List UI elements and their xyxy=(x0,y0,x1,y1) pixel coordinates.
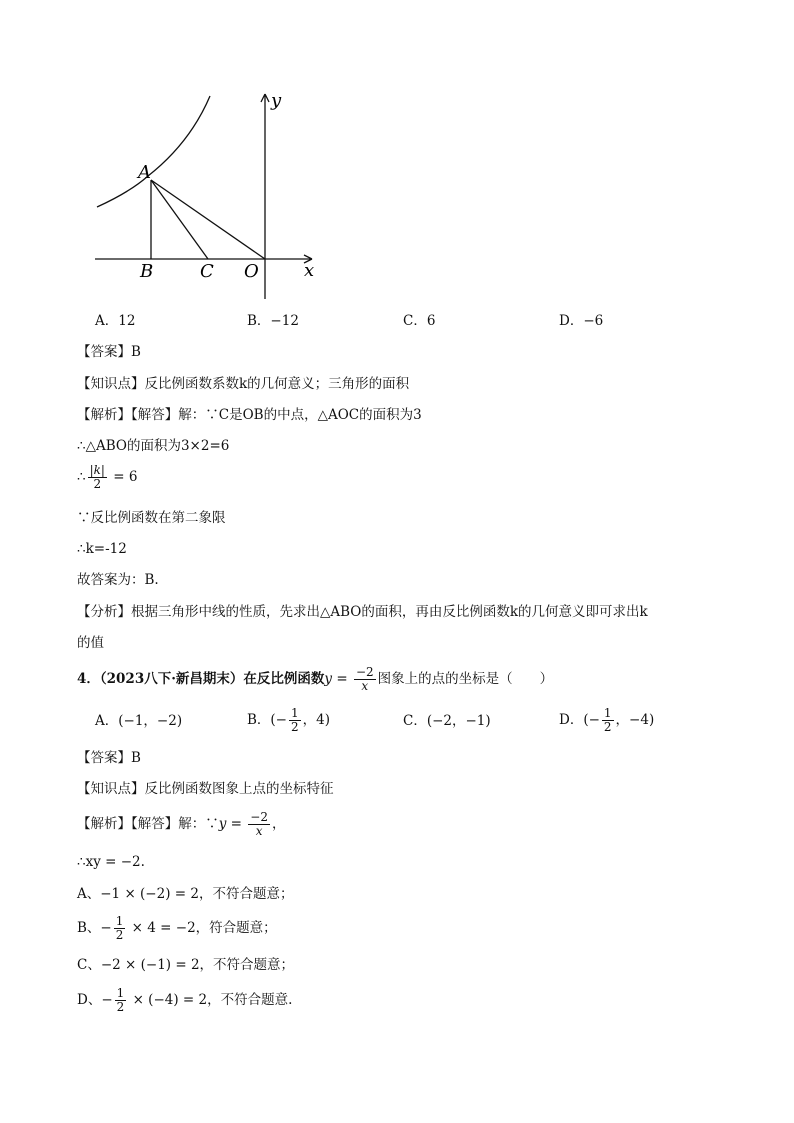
half-fraction xyxy=(602,707,614,734)
q4-option-b xyxy=(247,704,330,736)
q4-option-b-pre: B．(− xyxy=(247,712,287,728)
q3-answer: 【答案】B xyxy=(77,344,141,360)
q4-answer: 【答案】B xyxy=(77,750,141,766)
q3-option-b: B．−12 xyxy=(247,313,299,329)
half-fraction xyxy=(114,915,126,942)
q4-check-b-pre: B、− xyxy=(77,920,112,936)
q4-option-d xyxy=(559,704,654,736)
q4-analysis-y: y = xyxy=(218,816,247,832)
frac-numerator: 1 xyxy=(291,706,299,720)
hyperbola-figure xyxy=(90,88,330,308)
frac-numerator: −2 xyxy=(250,810,268,824)
q4-analysis-fraction xyxy=(248,811,270,838)
q3-analysis-line4: ∵反比例函数在第二象限 xyxy=(77,510,226,526)
hyperbola-curve xyxy=(97,96,210,207)
frac-denominator: 2 xyxy=(603,720,612,734)
q3-fenxi-line1: 【分析】根据三角形中线的性质，先求出△ABO的面积，再由反比例函数k的几何意义即可求出k xyxy=(77,604,648,620)
frac-denominator: 2 xyxy=(116,1000,125,1014)
frac-denominator: x xyxy=(255,824,263,838)
frac-denominator: x xyxy=(361,679,369,693)
q4-option-b-post: ，4) xyxy=(302,712,330,728)
q4-xy-line: ∴xy = −2. xyxy=(77,854,145,870)
label-c: C xyxy=(200,261,214,282)
q4-stem-y: y = xyxy=(324,671,352,687)
q3-knowledge: 【知识点】反比例函数系数k的几何意义；三角形的面积 xyxy=(77,376,410,392)
equals-six: = 6 xyxy=(108,469,138,485)
q4-check-d xyxy=(77,984,292,1016)
q3-analysis-line2: ∴△ABO的面积为3×2=6 xyxy=(77,438,230,454)
frac-numerator: |k| xyxy=(89,463,105,477)
q4-analysis-pre: 【解析】【解答】解：∵ xyxy=(77,816,219,832)
therefore-symbol: ∴ xyxy=(77,469,86,485)
q4-analysis xyxy=(77,808,285,840)
q4-stem xyxy=(77,664,553,694)
q4-option-d-post: ，−4) xyxy=(615,712,655,728)
q4-stem-fraction xyxy=(354,666,376,693)
half-fraction xyxy=(115,987,127,1014)
q4-option-d-pre: D．(− xyxy=(559,712,600,728)
frac-denominator: 2 xyxy=(115,928,124,942)
q4-stem-text: 4．（2023八下·新昌期末）在反比例函数 xyxy=(77,671,325,687)
q4-check-d-post: × (−4) = 2，不符合题意. xyxy=(128,992,293,1008)
q4-option-c: C．(−2，−1) xyxy=(403,713,491,729)
frac-numerator: 1 xyxy=(603,706,612,720)
q4-check-c: C、−2 × (−1) = 2，不符合题意； xyxy=(77,957,295,973)
q4-stem-tail: 图象上的点的坐标是（ ） xyxy=(377,671,554,687)
segment-ac xyxy=(151,180,208,259)
label-y: y xyxy=(271,90,282,111)
frac-denominator: 2 xyxy=(93,477,102,491)
label-b: B xyxy=(140,261,154,282)
q3-option-c: C．6 xyxy=(403,313,436,329)
label-x: x xyxy=(304,260,315,281)
q3-analysis-line6: 故答案为：B. xyxy=(77,572,159,588)
q4-check-d-pre: D、− xyxy=(77,992,113,1008)
q3-analysis-line3 xyxy=(77,462,137,492)
abs-k-over-2 xyxy=(88,464,107,491)
q3-analysis-line5: ∴k=-12 xyxy=(77,541,127,557)
segment-ao xyxy=(151,180,265,259)
q4-analysis-post: ， xyxy=(271,816,286,832)
q4-check-b-post: × 4 = −2，符合题意； xyxy=(127,920,277,936)
q4-option-a: A．(−1，−2) xyxy=(95,713,183,729)
q3-option-d: D．−6 xyxy=(559,313,604,329)
q3-analysis-line1: 【解析】【解答】解：∵C是OB的中点，△AOC的面积为3 xyxy=(77,407,422,423)
half-fraction xyxy=(289,707,301,734)
frac-numerator: −2 xyxy=(355,665,374,679)
frac-denominator: 2 xyxy=(291,720,299,734)
q3-fenxi-line2: 的值 xyxy=(77,635,104,651)
label-o: O xyxy=(244,261,259,282)
label-a: A xyxy=(138,162,151,183)
q4-check-a: A、−1 × (−2) = 2，不符合题意； xyxy=(77,886,294,902)
q4-knowledge: 【知识点】反比例函数图象上点的坐标特征 xyxy=(77,781,334,797)
frac-numerator: 1 xyxy=(116,986,125,1000)
q3-option-a: A．12 xyxy=(95,313,136,329)
q4-check-b xyxy=(77,912,277,944)
frac-numerator: 1 xyxy=(115,914,124,928)
